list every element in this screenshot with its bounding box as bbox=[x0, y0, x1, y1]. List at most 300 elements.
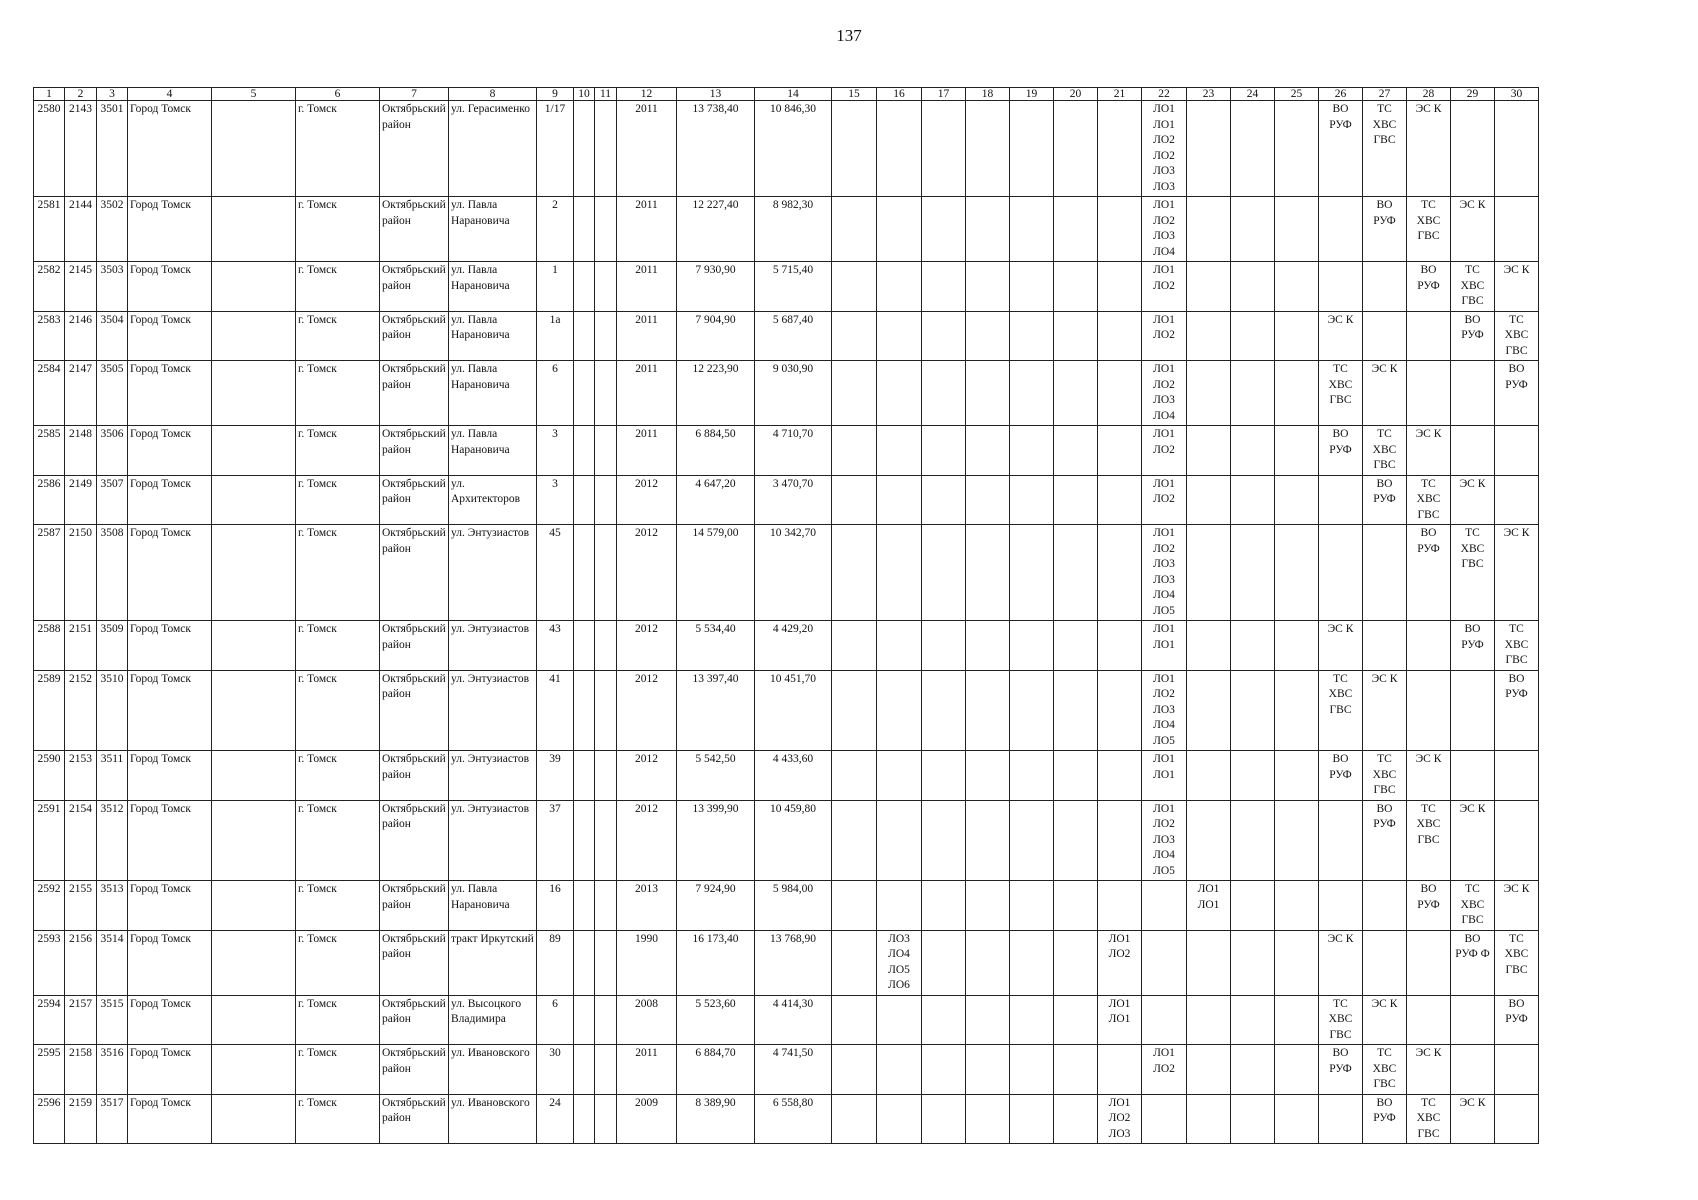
cell-col-25 bbox=[1275, 751, 1319, 801]
cell-col-25 bbox=[1275, 101, 1319, 197]
cell-col-6: г. Томск bbox=[296, 800, 380, 881]
cell-col-2: 2155 bbox=[65, 881, 97, 931]
cell-code: ХВС bbox=[1504, 329, 1529, 341]
cell-col-7: Октябрьский район bbox=[380, 881, 449, 931]
header-col-9: 9 bbox=[537, 88, 574, 101]
cell-col-21 bbox=[1098, 361, 1142, 426]
cell-col-20 bbox=[1054, 800, 1098, 881]
cell-col-17 bbox=[922, 751, 966, 801]
cell-col-5 bbox=[212, 311, 296, 361]
cell-col-4: Город Томск bbox=[128, 670, 212, 751]
header-col-14: 14 bbox=[755, 88, 832, 101]
cell-code: ЛО1 bbox=[1108, 1013, 1131, 1025]
cell-col-30 bbox=[1495, 751, 1539, 801]
cell-col-12: 2012 bbox=[617, 475, 677, 525]
cell-col-26 bbox=[1319, 101, 1363, 197]
cell-col-30 bbox=[1495, 995, 1539, 1045]
cell-col-24 bbox=[1231, 881, 1275, 931]
cell-col-1: 2589 bbox=[34, 670, 65, 751]
cell-code: ТС bbox=[1509, 932, 1524, 945]
cell-code: ЛО5 bbox=[1153, 604, 1175, 617]
cell-col-8: ул. Энтузиастов bbox=[449, 621, 537, 671]
cell-col-29 bbox=[1451, 525, 1495, 621]
cell-code: ХВС bbox=[1372, 1062, 1397, 1075]
cell-col-15 bbox=[832, 995, 877, 1045]
cell-col-22 bbox=[1142, 621, 1187, 671]
cell-code: ЛО2 bbox=[1153, 493, 1175, 505]
cell-col-27 bbox=[1363, 670, 1407, 751]
cell-col-7: Октябрьский район bbox=[380, 930, 449, 995]
header-col-20: 20 bbox=[1054, 88, 1098, 101]
cell-code: ЭС К bbox=[1327, 623, 1354, 635]
cell-code: РУФ bbox=[1373, 214, 1396, 227]
cell-col-3: 3515 bbox=[97, 995, 128, 1045]
cell-col-13: 7 904,90 bbox=[677, 311, 755, 361]
cell-col-5 bbox=[212, 800, 296, 881]
cell-col-15 bbox=[832, 525, 877, 621]
cell-col-14: 9 030,90 bbox=[755, 361, 832, 426]
cell-code: ХВС bbox=[1372, 443, 1397, 456]
cell-col-12: 2011 bbox=[617, 197, 677, 262]
cell-col-21 bbox=[1098, 1094, 1142, 1144]
cell-col-27 bbox=[1363, 800, 1407, 881]
cell-col-17 bbox=[922, 361, 966, 426]
cell-col-6: г. Томск bbox=[296, 101, 380, 197]
cell-code: ЛО3 bbox=[1108, 1127, 1131, 1140]
cell-col-15 bbox=[832, 101, 877, 197]
cell-col-1: 2580 bbox=[34, 101, 65, 197]
cell-col-17 bbox=[922, 881, 966, 931]
cell-col-26 bbox=[1319, 670, 1363, 751]
cell-code: ЛО4 bbox=[1153, 589, 1175, 601]
cell-code: ЛО1 bbox=[1153, 313, 1175, 326]
cell-col-9: 24 bbox=[537, 1094, 574, 1144]
cell-col-12: 2012 bbox=[617, 525, 677, 621]
cell-col-11 bbox=[595, 995, 617, 1045]
cell-col-26 bbox=[1319, 621, 1363, 671]
cell-col-30 bbox=[1495, 311, 1539, 361]
cell-col-9: 2 bbox=[537, 197, 574, 262]
cell-col-13: 5 542,50 bbox=[677, 751, 755, 801]
cell-col-22 bbox=[1142, 995, 1187, 1045]
cell-col-9: 43 bbox=[537, 621, 574, 671]
cell-col-1: 2588 bbox=[34, 621, 65, 671]
cell-col-28 bbox=[1407, 1094, 1451, 1144]
cell-col-24 bbox=[1231, 101, 1275, 197]
cell-col-14: 4 741,50 bbox=[755, 1045, 832, 1095]
cell-col-9: 37 bbox=[537, 800, 574, 881]
cell-code: ГВС bbox=[1461, 295, 1484, 307]
cell-col-2: 2143 bbox=[65, 101, 97, 197]
header-col-5: 5 bbox=[212, 88, 296, 101]
cell-col-29 bbox=[1451, 800, 1495, 881]
cell-col-7: Октябрьский район bbox=[380, 621, 449, 671]
cell-code: ЛО2 bbox=[1153, 279, 1175, 292]
cell-col-11 bbox=[595, 751, 617, 801]
cell-col-18 bbox=[966, 197, 1010, 262]
cell-col-20 bbox=[1054, 1045, 1098, 1095]
cell-col-27 bbox=[1363, 1045, 1407, 1095]
cell-col-9: 45 bbox=[537, 525, 574, 621]
cell-col-8: ул. Ивановского bbox=[449, 1094, 537, 1144]
cell-col-16 bbox=[877, 881, 922, 931]
header-col-16: 16 bbox=[877, 88, 922, 101]
cell-code: РУФ bbox=[1461, 329, 1484, 341]
cell-col-6: г. Томск bbox=[296, 525, 380, 621]
cell-code: ЛО5 bbox=[1153, 864, 1175, 877]
cell-code: ЭС К bbox=[1459, 477, 1486, 490]
cell-code: ГВС bbox=[1505, 654, 1528, 666]
cell-code: ЛО2 bbox=[1108, 948, 1131, 960]
cell-col-30 bbox=[1495, 197, 1539, 262]
cell-col-18 bbox=[966, 525, 1010, 621]
cell-col-18 bbox=[966, 1094, 1010, 1144]
cell-col-5 bbox=[212, 1094, 296, 1144]
cell-col-19 bbox=[1010, 361, 1054, 426]
cell-col-10 bbox=[574, 995, 595, 1045]
cell-col-19 bbox=[1010, 995, 1054, 1045]
cell-col-14: 4 429,20 bbox=[755, 621, 832, 671]
cell-col-27 bbox=[1363, 995, 1407, 1045]
cell-col-6: г. Томск bbox=[296, 262, 380, 312]
cell-col-26 bbox=[1319, 361, 1363, 426]
cell-code: РУФ bbox=[1505, 688, 1528, 700]
cell-code: ЛО1 bbox=[1153, 363, 1175, 375]
cell-code: ЭС К bbox=[1371, 363, 1398, 375]
cell-col-9: 6 bbox=[537, 361, 574, 426]
cell-col-10 bbox=[574, 1045, 595, 1095]
cell-code: ТС bbox=[1421, 802, 1436, 815]
cell-code: ЛО3 bbox=[1153, 230, 1175, 242]
cell-code: ВО bbox=[1332, 753, 1349, 765]
cell-code: ЛО1 bbox=[1108, 1096, 1131, 1109]
cell-code: ЛО3 bbox=[1153, 703, 1175, 716]
header-col-11: 11 bbox=[595, 88, 617, 101]
cell-col-18 bbox=[966, 751, 1010, 801]
cell-code: ТС bbox=[1465, 883, 1480, 895]
cell-col-12: 2011 bbox=[617, 101, 677, 197]
cell-col-17 bbox=[922, 197, 966, 262]
cell-col-21 bbox=[1098, 426, 1142, 476]
cell-col-29 bbox=[1451, 881, 1495, 931]
cell-code: ХВС bbox=[1416, 818, 1441, 830]
cell-col-14: 5 984,00 bbox=[755, 881, 832, 931]
cell-col-18 bbox=[966, 262, 1010, 312]
cell-col-25 bbox=[1275, 881, 1319, 931]
page-number: 137 bbox=[836, 26, 862, 45]
cell-col-23 bbox=[1187, 621, 1231, 671]
cell-code: ХВС bbox=[1416, 493, 1441, 505]
cell-code: ЛО2 bbox=[1153, 149, 1175, 162]
cell-code: РУФ bbox=[1329, 1062, 1352, 1075]
cell-col-22 bbox=[1142, 930, 1187, 995]
cell-code: ХВС bbox=[1504, 948, 1529, 960]
cell-col-18 bbox=[966, 361, 1010, 426]
cell-col-2: 2157 bbox=[65, 995, 97, 1045]
cell-col-24 bbox=[1231, 197, 1275, 262]
cell-code: ЛО4 bbox=[1153, 409, 1175, 422]
cell-col-5 bbox=[212, 1045, 296, 1095]
table-row bbox=[34, 1045, 1539, 1095]
cell-col-22 bbox=[1142, 525, 1187, 621]
cell-col-27 bbox=[1363, 311, 1407, 361]
cell-col-11 bbox=[595, 101, 617, 197]
cell-col-21 bbox=[1098, 670, 1142, 751]
cell-col-9: 6 bbox=[537, 995, 574, 1045]
cell-code: ЛО1 bbox=[1153, 753, 1175, 765]
cell-col-9: 41 bbox=[537, 670, 574, 751]
header-col-2: 2 bbox=[65, 88, 97, 101]
header-col-18: 18 bbox=[966, 88, 1010, 101]
cell-code: ТС bbox=[1509, 623, 1524, 635]
cell-code: ЭС К bbox=[1327, 932, 1354, 945]
cell-col-10 bbox=[574, 197, 595, 262]
cell-code: ГВС bbox=[1505, 344, 1528, 357]
cell-col-4: Город Томск bbox=[128, 995, 212, 1045]
cell-col-28 bbox=[1407, 800, 1451, 881]
cell-col-7: Октябрьский район bbox=[380, 426, 449, 476]
cell-col-25 bbox=[1275, 995, 1319, 1045]
cell-col-21 bbox=[1098, 995, 1142, 1045]
cell-col-19 bbox=[1010, 751, 1054, 801]
cell-col-17 bbox=[922, 930, 966, 995]
cell-col-20 bbox=[1054, 525, 1098, 621]
cell-col-21 bbox=[1098, 197, 1142, 262]
cell-code: ВО bbox=[1508, 997, 1525, 1010]
cell-code: РУФ bbox=[1417, 279, 1440, 292]
cell-col-17 bbox=[922, 101, 966, 197]
cell-col-28 bbox=[1407, 930, 1451, 995]
cell-code: ЛО2 bbox=[1153, 443, 1175, 456]
cell-col-8: ул. Павла Нарановича bbox=[449, 881, 537, 931]
cell-col-18 bbox=[966, 670, 1010, 751]
cell-code: ХВС bbox=[1504, 638, 1529, 651]
cell-code: ТС bbox=[1377, 1047, 1392, 1059]
table-row bbox=[34, 621, 1539, 671]
cell-col-10 bbox=[574, 311, 595, 361]
cell-code: ЭС К bbox=[1371, 672, 1398, 685]
cell-col-28 bbox=[1407, 197, 1451, 262]
cell-code: ТС bbox=[1377, 428, 1392, 440]
cell-code: ЛО1 bbox=[1153, 623, 1175, 635]
cell-col-11 bbox=[595, 361, 617, 426]
cell-col-29 bbox=[1451, 930, 1495, 995]
cell-col-26 bbox=[1319, 475, 1363, 525]
cell-col-23 bbox=[1187, 800, 1231, 881]
cell-col-21 bbox=[1098, 800, 1142, 881]
cell-col-24 bbox=[1231, 1045, 1275, 1095]
cell-col-16 bbox=[877, 995, 922, 1045]
cell-col-27 bbox=[1363, 475, 1407, 525]
cell-col-25 bbox=[1275, 197, 1319, 262]
cell-code: ХВС bbox=[1372, 118, 1397, 131]
cell-col-16 bbox=[877, 670, 922, 751]
header-col-1: 1 bbox=[34, 88, 65, 101]
cell-code: ХВС bbox=[1460, 279, 1485, 292]
cell-col-7: Октябрьский район bbox=[380, 101, 449, 197]
cell-col-26 bbox=[1319, 1045, 1363, 1095]
cell-col-8: ул. Высоцкого Владимира bbox=[449, 995, 537, 1045]
header-col-13: 13 bbox=[677, 88, 755, 101]
cell-col-9: 30 bbox=[537, 1045, 574, 1095]
cell-col-24 bbox=[1231, 262, 1275, 312]
cell-code: ХВС bbox=[1460, 898, 1485, 911]
cell-col-15 bbox=[832, 930, 877, 995]
cell-col-25 bbox=[1275, 262, 1319, 312]
cell-col-18 bbox=[966, 800, 1010, 881]
cell-col-19 bbox=[1010, 1094, 1054, 1144]
cell-col-13: 4 647,20 bbox=[677, 475, 755, 525]
cell-col-23 bbox=[1187, 426, 1231, 476]
cell-code: ТС bbox=[1377, 103, 1392, 115]
cell-col-17 bbox=[922, 262, 966, 312]
cell-col-16 bbox=[877, 621, 922, 671]
cell-col-13: 8 389,90 bbox=[677, 1094, 755, 1144]
cell-col-15 bbox=[832, 800, 877, 881]
cell-col-17 bbox=[922, 426, 966, 476]
cell-col-16 bbox=[877, 930, 922, 995]
cell-col-2: 2147 bbox=[65, 361, 97, 426]
cell-col-3: 3511 bbox=[97, 751, 128, 801]
cell-col-18 bbox=[966, 621, 1010, 671]
cell-col-1: 2591 bbox=[34, 800, 65, 881]
cell-col-17 bbox=[922, 995, 966, 1045]
cell-col-4: Город Томск bbox=[128, 101, 212, 197]
cell-col-19 bbox=[1010, 621, 1054, 671]
cell-col-1: 2587 bbox=[34, 525, 65, 621]
cell-col-29 bbox=[1451, 621, 1495, 671]
cell-col-1: 2582 bbox=[34, 262, 65, 312]
cell-col-16 bbox=[877, 197, 922, 262]
cell-code: ЛО5 bbox=[888, 963, 910, 976]
header-col-22: 22 bbox=[1142, 88, 1187, 101]
cell-col-8: ул. Герасименко bbox=[449, 101, 537, 197]
table-row bbox=[34, 311, 1539, 361]
cell-col-26 bbox=[1319, 751, 1363, 801]
header-col-12: 12 bbox=[617, 88, 677, 101]
cell-col-4: Город Томск bbox=[128, 1094, 212, 1144]
cell-code: РУФ bbox=[1329, 768, 1352, 781]
cell-col-17 bbox=[922, 670, 966, 751]
cell-col-28 bbox=[1407, 262, 1451, 312]
cell-col-19 bbox=[1010, 930, 1054, 995]
cell-col-20 bbox=[1054, 361, 1098, 426]
header-col-25: 25 bbox=[1275, 88, 1319, 101]
cell-col-23 bbox=[1187, 1094, 1231, 1144]
cell-code: ЭС К bbox=[1459, 802, 1486, 815]
cell-col-27 bbox=[1363, 930, 1407, 995]
cell-col-6: г. Томск bbox=[296, 426, 380, 476]
cell-col-10 bbox=[574, 101, 595, 197]
cell-col-13: 5 523,60 bbox=[677, 995, 755, 1045]
cell-col-15 bbox=[832, 621, 877, 671]
cell-code: ЛО1 bbox=[1153, 1047, 1175, 1059]
cell-col-12: 2012 bbox=[617, 800, 677, 881]
cell-col-10 bbox=[574, 426, 595, 476]
cell-col-4: Город Томск bbox=[128, 262, 212, 312]
cell-col-11 bbox=[595, 197, 617, 262]
cell-col-24 bbox=[1231, 1094, 1275, 1144]
cell-code: ГВС bbox=[1417, 230, 1440, 242]
cell-code: ЛО2 bbox=[1153, 134, 1175, 146]
cell-col-2: 2151 bbox=[65, 621, 97, 671]
table-row bbox=[34, 475, 1539, 525]
cell-col-17 bbox=[922, 1045, 966, 1095]
cell-code: ЛО1 bbox=[1153, 768, 1175, 781]
cell-col-17 bbox=[922, 525, 966, 621]
cell-col-10 bbox=[574, 525, 595, 621]
cell-col-6: г. Томск bbox=[296, 751, 380, 801]
cell-col-13: 16 173,40 bbox=[677, 930, 755, 995]
cell-code: ЛО3 bbox=[1153, 165, 1175, 177]
cell-col-4: Город Томск bbox=[128, 311, 212, 361]
cell-col-25 bbox=[1275, 361, 1319, 426]
cell-col-3: 3516 bbox=[97, 1045, 128, 1095]
cell-col-10 bbox=[574, 621, 595, 671]
cell-col-4: Город Томск bbox=[128, 751, 212, 801]
table-row bbox=[34, 426, 1539, 476]
cell-code: ЭС К bbox=[1415, 1047, 1442, 1059]
cell-col-20 bbox=[1054, 621, 1098, 671]
cell-col-3: 3510 bbox=[97, 670, 128, 751]
cell-code: ЛО1 bbox=[1153, 103, 1175, 115]
cell-col-1: 2585 bbox=[34, 426, 65, 476]
cell-col-8: ул. Энтузиастов bbox=[449, 670, 537, 751]
cell-col-22 bbox=[1142, 1094, 1187, 1144]
cell-col-7: Октябрьский район bbox=[380, 525, 449, 621]
table-row bbox=[34, 995, 1539, 1045]
cell-col-1: 2590 bbox=[34, 751, 65, 801]
cell-col-1: 2592 bbox=[34, 881, 65, 931]
cell-col-3: 3505 bbox=[97, 361, 128, 426]
cell-col-30 bbox=[1495, 1094, 1539, 1144]
cell-col-19 bbox=[1010, 881, 1054, 931]
cell-col-13: 7 930,90 bbox=[677, 262, 755, 312]
cell-col-26 bbox=[1319, 197, 1363, 262]
cell-code: РУФ bbox=[1329, 118, 1352, 131]
cell-col-28 bbox=[1407, 621, 1451, 671]
cell-code: ЛО1 bbox=[1153, 638, 1175, 651]
cell-col-12: 2011 bbox=[617, 262, 677, 312]
cell-code: ХВС bbox=[1460, 542, 1485, 555]
cell-code: ЛО3 bbox=[1153, 180, 1175, 193]
cell-code: ЭС К bbox=[1415, 428, 1442, 440]
cell-col-20 bbox=[1054, 426, 1098, 476]
cell-col-8: тракт Иркутский bbox=[449, 930, 537, 995]
cell-col-21 bbox=[1098, 101, 1142, 197]
cell-col-4: Город Томск bbox=[128, 426, 212, 476]
cell-col-18 bbox=[966, 881, 1010, 931]
cell-code: ЭС К bbox=[1459, 199, 1486, 211]
cell-col-30 bbox=[1495, 621, 1539, 671]
cell-col-1: 2595 bbox=[34, 1045, 65, 1095]
cell-col-15 bbox=[832, 426, 877, 476]
cell-code: ЛО1 bbox=[1108, 997, 1131, 1010]
cell-col-29 bbox=[1451, 426, 1495, 476]
cell-col-20 bbox=[1054, 881, 1098, 931]
cell-code: ГВС bbox=[1329, 394, 1352, 406]
header-col-28: 28 bbox=[1407, 88, 1451, 101]
cell-col-30 bbox=[1495, 262, 1539, 312]
cell-col-4: Город Томск bbox=[128, 361, 212, 426]
cell-col-19 bbox=[1010, 262, 1054, 312]
cell-col-12: 2012 bbox=[617, 751, 677, 801]
cell-code: ТС bbox=[1421, 199, 1436, 211]
cell-col-10 bbox=[574, 262, 595, 312]
cell-code: ХВС bbox=[1416, 1112, 1441, 1124]
cell-col-23 bbox=[1187, 1045, 1231, 1095]
cell-col-30 bbox=[1495, 670, 1539, 751]
